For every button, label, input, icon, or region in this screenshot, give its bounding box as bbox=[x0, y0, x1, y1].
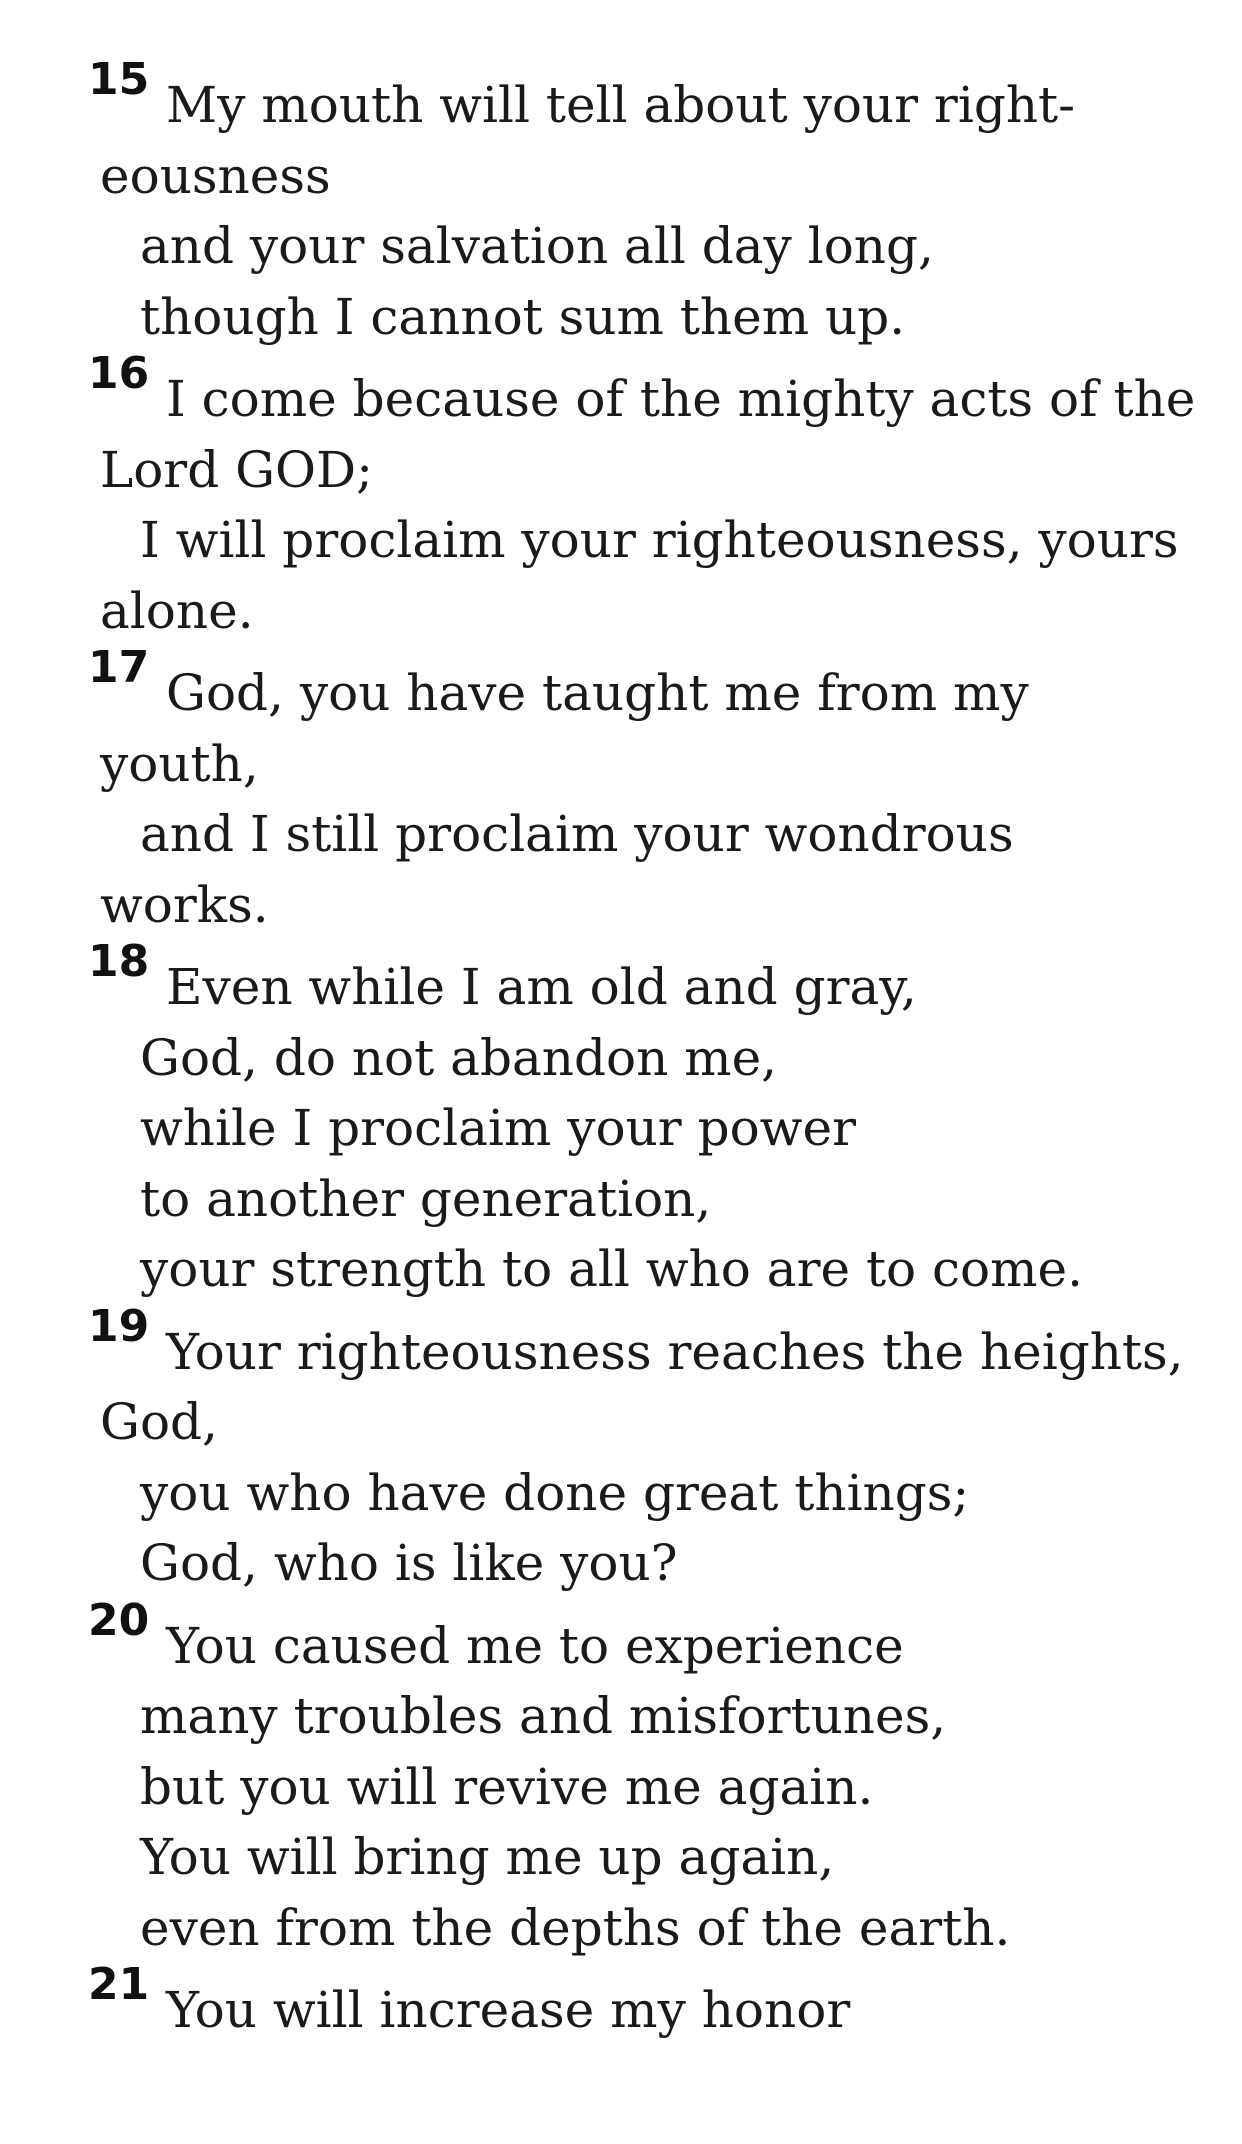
verse-line: and I still proclaim your wondrous bbox=[140, 805, 1014, 863]
verse-line: God, bbox=[100, 1393, 218, 1451]
verse-line: You will bring me up again, bbox=[140, 1828, 835, 1886]
verse-line: God, do not abandon me, bbox=[140, 1028, 778, 1087]
verse-line: even from the depths of the earth. bbox=[140, 1898, 1011, 1957]
verse-line: God, you have taught me from my bbox=[166, 664, 1029, 722]
verse-number: 20 bbox=[88, 1594, 150, 1646]
verse-21 bbox=[88, 1959, 1180, 2046]
verse-line: and your salvation all day long, bbox=[140, 217, 934, 275]
verse-line: alone. bbox=[100, 581, 254, 640]
verse-line: though I cannot sum them up. bbox=[140, 287, 906, 346]
verse-number: 15 bbox=[88, 54, 150, 105]
verse-number: 19 bbox=[88, 1300, 150, 1352]
verse-line: you who have done great things; bbox=[140, 1463, 970, 1522]
verse-line: while I proclaim your power bbox=[140, 1099, 856, 1157]
verse-line: You will increase my honor bbox=[166, 1981, 851, 2039]
verse-line: works. bbox=[100, 875, 269, 934]
verse-line: but you will revive me again. bbox=[140, 1757, 874, 1816]
verse-line: many troubles and misfortunes, bbox=[140, 1687, 947, 1745]
verse-line: You caused me to experience bbox=[166, 1616, 904, 1675]
verse-19 bbox=[88, 1300, 1184, 1599]
verse-16 bbox=[88, 348, 1196, 646]
verse-line: eousness bbox=[100, 146, 331, 205]
verse-number: 17 bbox=[88, 642, 150, 693]
verse-20 bbox=[88, 1594, 1180, 1964]
verse-18 bbox=[88, 936, 1180, 1305]
verse-number: 18 bbox=[88, 936, 150, 987]
verse-17 bbox=[88, 642, 1180, 940]
scripture-text bbox=[88, 54, 1196, 2046]
verse-line: God, who is like you? bbox=[140, 1534, 678, 1592]
verse-line: I come because of the mighty acts of the bbox=[166, 370, 1196, 428]
verse-line: Your righteousness reaches the heights, bbox=[166, 1322, 1184, 1381]
verse-line: Lord GOD; bbox=[100, 440, 373, 499]
verse-line: I will proclaim your righteousness, yours bbox=[140, 511, 1179, 569]
verse-15 bbox=[88, 54, 1180, 352]
verse-line: My mouth will tell about your right- bbox=[166, 76, 1076, 134]
verse-number: 21 bbox=[88, 1959, 150, 2010]
verse-line: your strength to all who are to come. bbox=[140, 1240, 1084, 1298]
verse-line: youth, bbox=[100, 734, 259, 793]
verse-line: Even while I am old and gray, bbox=[166, 958, 917, 1016]
verse-line: to another generation, bbox=[140, 1169, 712, 1228]
verse-number: 16 bbox=[88, 348, 150, 399]
